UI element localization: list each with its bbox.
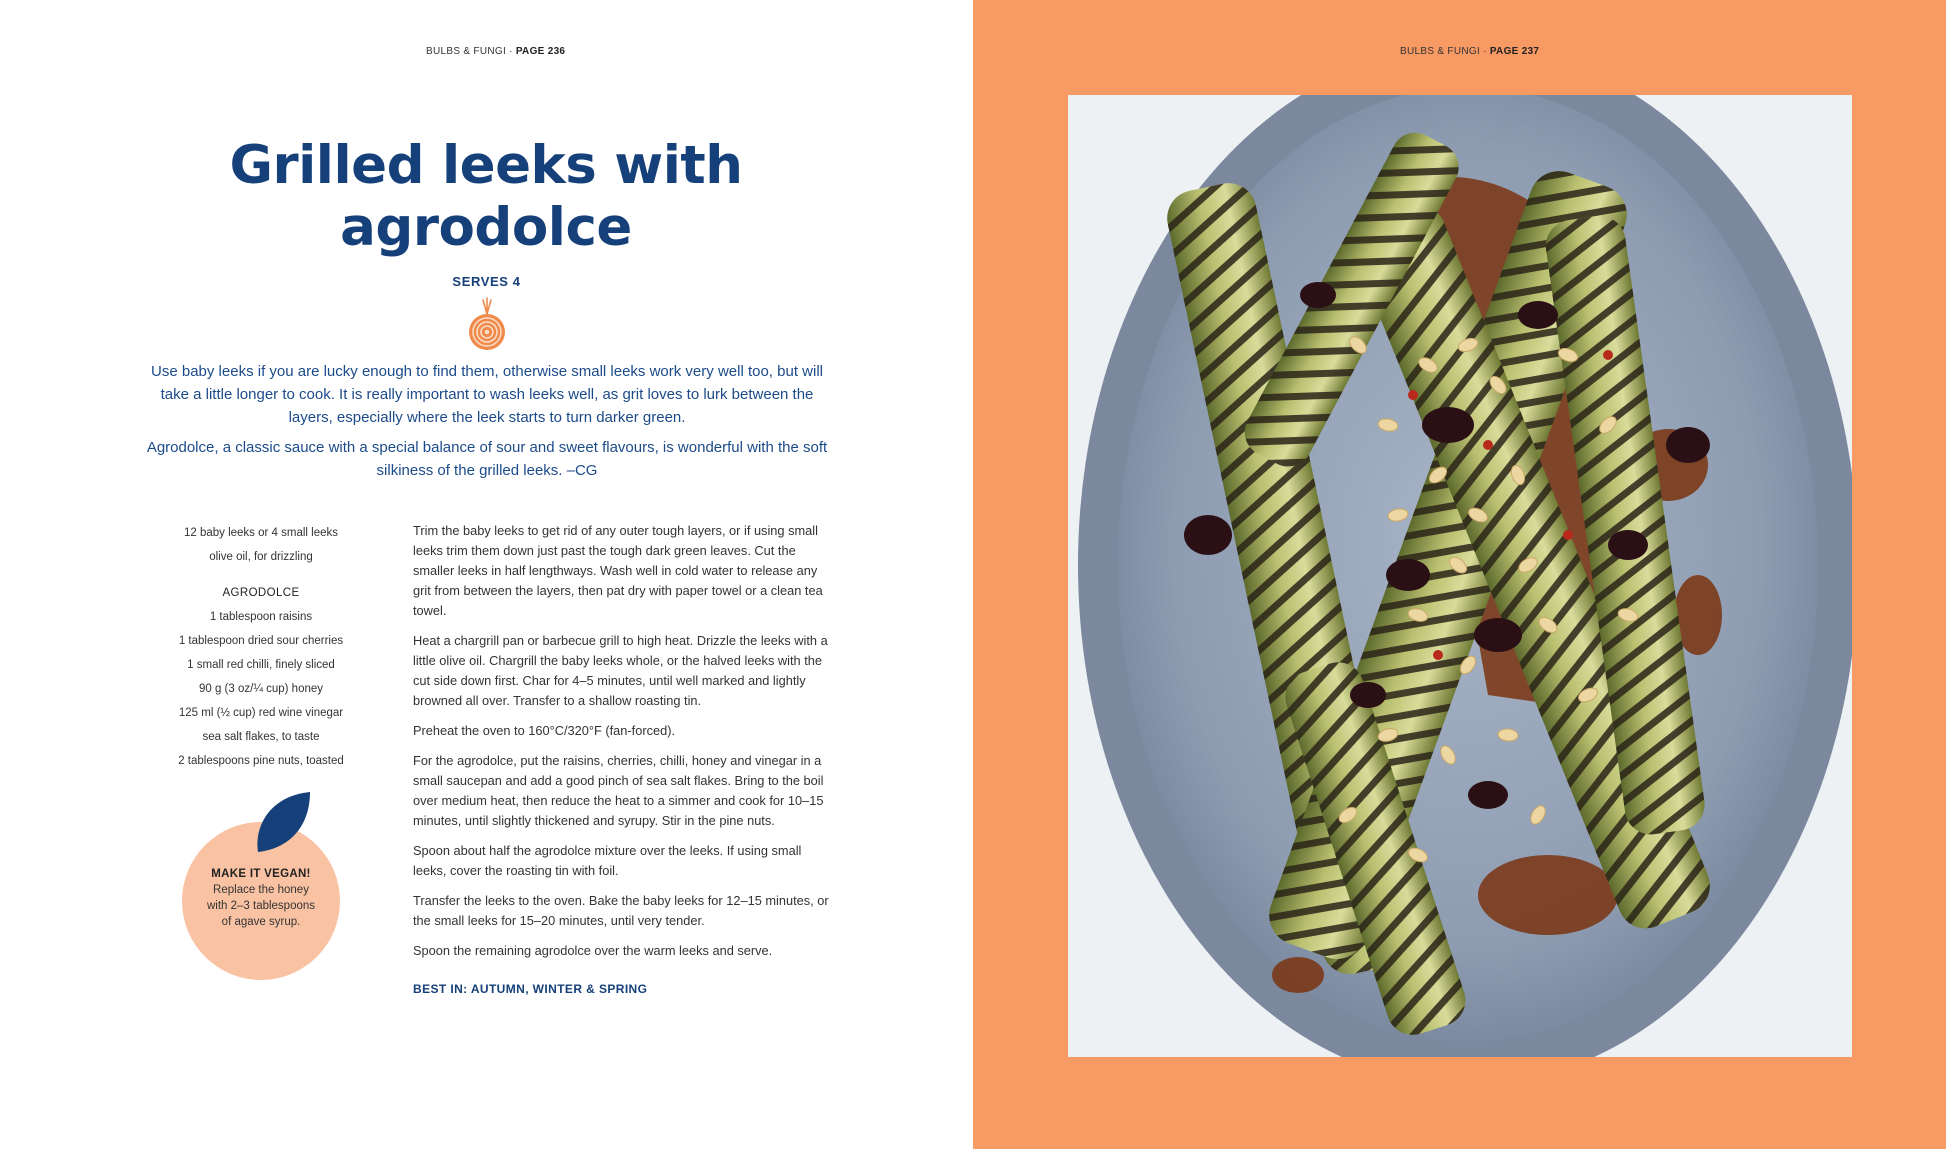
ingredient-item: 2 tablespoons pine nuts, toasted: [178, 755, 344, 767]
ingredient-item: 1 tablespoon raisins: [209, 611, 313, 623]
running-head-page: PAGE 236: [515, 46, 566, 57]
method-step: Spoon the remaining agrodolce over the warm leeks and serve.: [413, 943, 773, 958]
vegan-tip-line: with 2–3 tablespoons: [206, 900, 316, 912]
leaf-icon: [252, 790, 312, 854]
ingredient-item: 1 small red chilli, finely sliced: [187, 659, 335, 671]
recipe-title-line2: agrodolce: [340, 197, 632, 258]
vegan-tip-line: of agave syrup.: [221, 916, 301, 928]
ingredient-item: 125 ml (½ cup) red wine vinegar: [178, 707, 344, 719]
running-head-left: [426, 46, 565, 57]
running-head-separator: ·: [1480, 46, 1490, 57]
vegan-tip-badge: [182, 790, 342, 980]
method-step: For the agrodolce, put the raisins, cherries, chilli, honey and vinegar in a small saucepan and add a good pinch of sea salt flakes. Bring to the boil over medium heat, then reduce the heat to a simmer and cook for 10–15 minutes, until slightly thickened and syrupy. Stir in the pine nuts.: [413, 753, 824, 828]
best-in-season: BEST IN: AUTUMN, WINTER & SPRING: [413, 982, 648, 996]
vegan-tip-heading: MAKE IT VEGAN!: [211, 868, 311, 880]
grilled-leeks-illustration: [1068, 95, 1852, 1057]
method-step: Transfer the leeks to the oven. Bake the baby leeks for 12–15 minutes, or the small leeks for 15–20 minutes, until very tender.: [413, 893, 829, 928]
vegan-tip-text: [188, 866, 334, 930]
ingredients-subheading: AGRODOLCE: [222, 587, 300, 599]
vegan-tip-line: Replace the honey: [213, 884, 309, 896]
running-head-right: [1400, 46, 1539, 57]
method-step: Spoon about half the agrodolce mixture over the leeks. If using small leeks, cover the roasting tin with foil.: [413, 843, 802, 878]
ingredient-item: sea salt flakes, to taste: [202, 731, 320, 743]
dish-photo: [1068, 95, 1852, 1057]
method-step: Heat a chargrill pan or barbecue grill to high heat. Drizzle the leeks with a little olive oil. Chargrill the baby leeks whole, or the halved leeks with the cut side down first. Char for 4–5 minutes, until well marked and lightly browned all over. Transfer to a shallow roasting tin.: [413, 633, 828, 708]
method-steps: [413, 521, 833, 999]
running-head-page: PAGE 237: [1489, 46, 1540, 57]
ingredient-item: 12 baby leeks or 4 small leeks: [183, 527, 339, 539]
intro-paragraph: Agrodolce, a classic sauce with a special balance of sour and sweet flavours, is wonderful with the soft silkiness of the grilled leeks. –CG: [146, 439, 828, 479]
recipe-title: [100, 135, 872, 259]
recipe-title-line1: Grilled leeks with: [229, 135, 743, 196]
method-step: Trim the baby leeks to get rid of any outer tough layers, or if using small leeks trim them down just past the tough dark green leaves. Cut the smaller leeks in half lengthways. Wash well in cold water to release any grit from between the layers, then pat dry with paper towel or a clean tea towel.: [413, 523, 823, 618]
serves-label: SERVES 4: [452, 274, 521, 289]
intro-paragraph: Use baby leeks if you are lucky enough to find them, otherwise small leeks work very well too, but will take a little longer to cook. It is really important to wash leeks well, as grit loves to lurk between the layers, especially where the leek starts to turn darker green.: [151, 363, 823, 426]
ingredients-list: [172, 521, 350, 773]
running-head-section: BULBS & FUNGI: [1400, 46, 1481, 57]
method-step: Preheat the oven to 160°C/320°F (fan-forced).: [413, 723, 676, 738]
ingredient-item: 90 g (3 oz/¼ cup) honey: [198, 683, 324, 695]
ingredient-item: olive oil, for drizzling: [209, 551, 313, 563]
ingredient-item: 1 tablespoon dried sour cherries: [178, 635, 344, 647]
running-head-section: BULBS & FUNGI: [426, 46, 507, 57]
recipe-intro: [142, 360, 832, 489]
onion-icon: [468, 296, 506, 352]
running-head-separator: ·: [506, 46, 516, 57]
